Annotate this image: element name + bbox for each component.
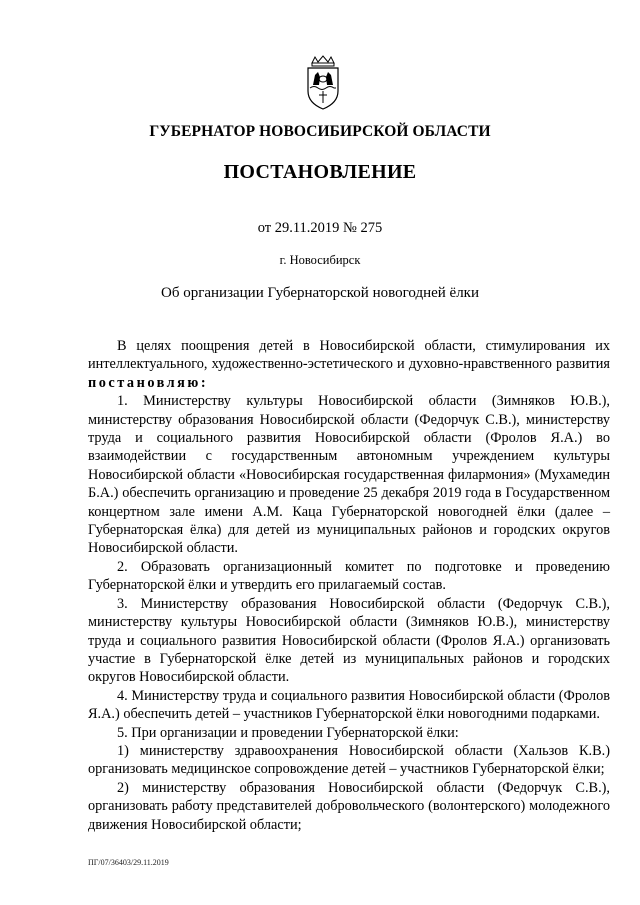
registration-footer: ПГ/07/36403/29.11.2019 <box>88 858 169 867</box>
paragraph-5-2: 2) министерству образования Новосибирской области (Федорчук С.В.), организовать работу представителей добровольческого (волонтерского) молодежного движения Новосибирской области; <box>88 779 610 833</box>
date-and-number: от 29.11.2019 № 275 <box>257 220 383 236</box>
preamble: В целях поощрения детей в Новосибирской области, стимулирования их интеллектуального, художественно-эстетического и духовно-нравственного развития постановляю: <box>88 338 610 391</box>
paragraph-5-1: 1) министерству здравоохранения Новосибирской области (Хальзов К.В.) организовать медицинское сопровождение детей – участников Губернаторской ёлки; <box>88 742 610 778</box>
document-type: ПОСТАНОВЛЕНИЕ <box>223 161 417 183</box>
paragraph-1: 1. Министерству культуры Новосибирской области (Зимняков Ю.В.), министерству образования Новосибирской области (Федорчук С.В.), министерству труда и социального развития Новосибирской области (Фролов Я.А.) во взаимодействии с государственным автономным учреждением культуры Новосибирской области «Новосибирская государственная филармония» (Мухамедин Б.А.) обеспечить организацию и проведение 25 декабря 2019 года в Государственном концертном зале имени А.М. Каца Губернаторской новогодней ёлки (далее – Губернаторская ёлка) для детей из муниципальных районов и городских округов Новосибирской области. <box>88 393 610 557</box>
paragraph-4: 4. Министерству труда и социального развития Новосибирской области (Фролов Я.А.) обеспечить детей – участников Губернаторской ёлки новогодними подарками. <box>88 687 610 723</box>
document-subject: Об организации Губернаторской новогодней ёлки <box>160 285 479 301</box>
city: г. Новосибирск <box>279 253 361 267</box>
paragraph-5: 5. При организации и проведении Губернаторской ёлки: <box>117 724 459 741</box>
novosibirsk-coat-of-arms-icon <box>305 55 341 111</box>
paragraph-3: 3. Министерству образования Новосибирской области (Федорчук С.В.), министерству культуры Новосибирской области (Зимняков Ю.В.), министерству труда и социального развития Новосибирской области (Фролов Я.А.) организовать участие в Губернаторской ёлке детей из муниципальных районов и городских округов Новосибирской области. <box>88 595 610 686</box>
paragraph-2: 2. Образовать организационный комитет по подготовке и проведению Губернаторской ёлки и утвердить его прилагаемый состав. <box>88 558 610 594</box>
organization-title: ГУБЕРНАТОР НОВОСИБИРСКОЙ ОБЛАСТИ <box>149 123 491 140</box>
decree-word: постановляю <box>88 374 201 391</box>
document-body <box>88 337 610 834</box>
